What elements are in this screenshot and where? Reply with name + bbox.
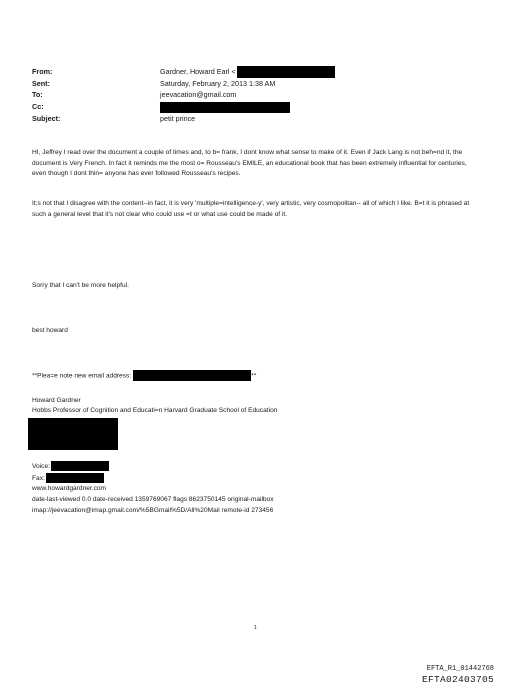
bates-number-large: EFTA02403705 [421, 674, 494, 685]
from-value [160, 66, 335, 78]
redaction-new-email [133, 370, 251, 381]
new-email-note: **Plea=e note new email address: [32, 372, 132, 380]
body-paragraph-3: Sorry that I can't be more helpful. [32, 282, 129, 289]
cc-label: Cc: [32, 102, 44, 111]
website-link[interactable]: www.howardgardner.com [32, 485, 107, 492]
cc-value [160, 101, 290, 113]
redaction-fax [46, 473, 104, 483]
signature-name: Howard Gardner [32, 397, 81, 404]
body-paragraph-2: It;s not that I disagree with the content--in fact, it is very 'multiple=intelligence-y', very artistic, very cosmopolitan-- all of which I like. B=t it is phrased at such a general level that it's not clear who could use =t or what use could be made of it. [32, 200, 470, 218]
header-from-row [32, 66, 472, 77]
to-label: To: [32, 90, 43, 99]
bates-number-small: EFTA_R1_01442768 [426, 665, 494, 673]
body-paragraph-5 [32, 370, 482, 382]
new-email-note-suffix: ** [251, 372, 257, 380]
redaction-voice [51, 461, 109, 471]
header-sent-row [32, 78, 472, 89]
header-to-row [32, 89, 472, 100]
fax-row [32, 473, 104, 484]
signature-title: Hobbs Professor of Cognition and Educati=n Harvard Graduate School of Education [32, 407, 278, 414]
header-cc-row [32, 101, 472, 112]
body-paragraph-4: best howard [32, 327, 68, 334]
body-paragraph-1: HI, Jeffrey I read over the document a couple of times and, to b= frank, I dont know what sense to make of it. Even if Jack Lang is not beh=nd it, the document is Very French. In fact it reminds me the most o= Rousseau's EMILE, an educational book that has been extremely influential for centuries, even though I dont thin= anyone has ever followed Rousseau's recipes. [32, 149, 467, 178]
metadata-line-1: date-last-viewed 0.0 date-received 1359769067 flags 8623750145 original-mailbox [32, 496, 274, 503]
header-subject-row [32, 113, 472, 124]
fax-label: Fax: [32, 474, 45, 482]
redaction-from-email [237, 66, 335, 78]
to-value: jeevacation@gmail.com [160, 90, 237, 99]
from-name: Gardner, Howard Earl < [160, 67, 236, 76]
redaction-signature-block [28, 418, 118, 450]
metadata-line-2: imap://jeevacation@imap.gmail.com/%5BGmail%5D/All%20Mail remote-id 273456 [32, 507, 274, 514]
sent-label: Sent: [32, 79, 50, 88]
subject-value: petit prince [160, 114, 196, 123]
from-label: From: [32, 67, 53, 76]
page-number: 1 [254, 625, 257, 631]
voice-row [32, 461, 109, 472]
redaction-cc [160, 102, 290, 113]
voice-label: Voice: [32, 462, 50, 470]
subject-label: Subject: [32, 114, 61, 123]
sent-value: Saturday, February 2, 2013 1:38 AM [160, 79, 276, 88]
